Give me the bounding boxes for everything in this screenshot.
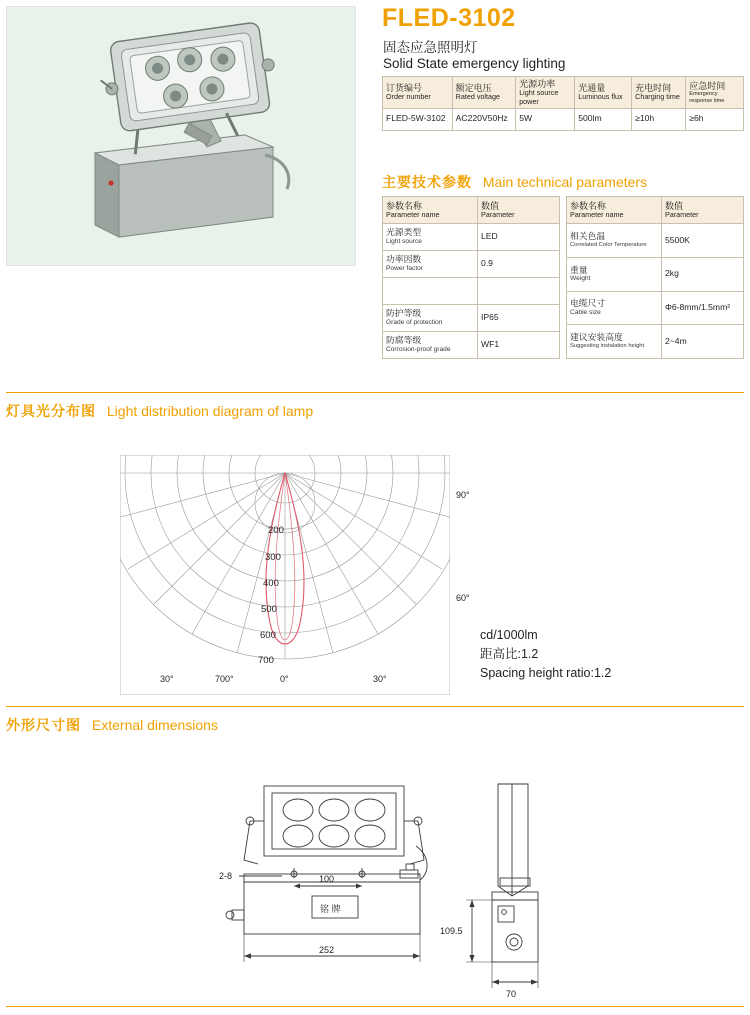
main-parameters-heading-en: Main technical parameters (482, 174, 648, 190)
section-divider-1 (6, 392, 744, 393)
table-row (567, 257, 744, 291)
order-table-header-row (383, 77, 744, 109)
dim-label-width: 252 (319, 945, 335, 955)
table-row (567, 224, 744, 258)
order-col-rated-voltage: 额定电压 Rated voltage (452, 77, 516, 109)
radial-label-500: 500 (261, 604, 277, 615)
product-title-cn: 固态应急照明灯 (383, 40, 478, 55)
product-photo (6, 6, 356, 266)
parameters-table-left (382, 196, 560, 359)
param-name-light-source: 光源类型 Light source (383, 224, 478, 251)
light-distribution-heading-en: Light distribution diagram of lamp (106, 403, 314, 419)
dim-label-height: 109.5 (440, 926, 463, 936)
param-value-corrosion-proof-grade: WF1 (478, 332, 560, 359)
main-parameters-heading (382, 172, 647, 192)
table-row (383, 108, 744, 130)
radial-label-200: 200 (268, 525, 284, 536)
param-name-weight: 重量 Weight (567, 257, 662, 291)
radial-label-300: 300 (265, 552, 281, 563)
bottom-value-700: 700° (215, 674, 234, 684)
order-value-emergency-time: ≥6h (686, 108, 744, 130)
table-row (383, 332, 560, 359)
product-photo-illustration (7, 7, 355, 265)
param-value-installation-height: 2~4m (662, 325, 744, 359)
param-name-color-temperature: 相关色温 Correlated Color Temperature (567, 224, 662, 258)
product-title-en: Solid State emergency lighting (383, 56, 566, 71)
param-value-weight: 2kg (662, 257, 744, 291)
param-name-grade-of-protection: 防护等级 Grade of protection (383, 305, 478, 332)
light-distribution-legend (480, 626, 611, 682)
table-row (383, 224, 560, 251)
order-value-luminous-flux: 500lm (575, 108, 632, 130)
param-value-grade-of-protection: IP65 (478, 305, 560, 332)
radial-label-400: 400 (263, 578, 279, 589)
order-value-rated-voltage: AC220V50Hz (452, 108, 516, 130)
dim-label-hole-spacing: 100 (319, 874, 335, 884)
light-distribution-heading-cn: 灯具光分布图 (6, 403, 96, 419)
param-right-header-row (567, 197, 744, 224)
order-col-luminous-flux: 光通量 Luminous flux (575, 77, 632, 109)
param-value-color-temperature: 5500K (662, 224, 744, 258)
param-right-col-name: 参数名称 Parameter name (567, 197, 662, 224)
table-row (567, 325, 744, 359)
legend-spacing-ratio-en: Spacing height ratio:1.2 (480, 665, 612, 680)
external-dimensions-drawing (6, 760, 744, 1000)
order-col-emergency-time: 应急时间 Emergency response time (686, 77, 744, 109)
main-parameters-tables (382, 196, 744, 359)
legend-cd-per-1000lm: cd/1000lm (480, 628, 538, 642)
order-col-order-number: 订货编号 Order number (383, 77, 453, 109)
param-value-power-factor: 0.9 (478, 251, 560, 278)
angle-label-30-left: 30° (160, 674, 174, 684)
table-row (567, 291, 744, 325)
param-name-installation-height: 建议安装高度 Suggesting instalation height (567, 325, 662, 359)
dimensions-svg (6, 760, 744, 1000)
light-distribution-diagram (120, 455, 470, 695)
angle-label-30-right: 30° (373, 674, 387, 684)
order-value-charging-time: ≥10h (632, 108, 686, 130)
external-dimensions-heading-en: External dimensions (91, 717, 218, 733)
param-name-power-factor: 功率因数 Power factor (383, 251, 478, 278)
external-dimensions-heading-cn: 外形尺寸图 (6, 717, 81, 733)
light-distribution-heading (6, 401, 313, 421)
param-value-cable-size: Φ6-8mm/1.5mm² (662, 291, 744, 325)
radial-label-600: 600 (260, 630, 276, 641)
angle-label-0: 0° (280, 674, 289, 684)
table-row (383, 305, 560, 332)
param-name-corrosion-proof-grade: 防腐等级 Corrosion-proof grade (383, 332, 478, 359)
table-row (383, 278, 560, 305)
section-divider-3 (6, 1006, 744, 1007)
param-left-header-row (383, 197, 560, 224)
param-name-blank (383, 278, 478, 305)
polar-diagram-svg (120, 455, 450, 695)
order-col-light-source-power: 光源功率 Light source power (516, 77, 575, 109)
parameters-table-right (566, 196, 744, 359)
order-col-charging-time: 充电时间 Charging time (632, 77, 686, 109)
param-value-blank (478, 278, 560, 305)
order-value-light-source-power: 5W (516, 108, 575, 130)
radial-label-700: 700 (258, 655, 274, 666)
order-table (382, 76, 744, 131)
dim-label-depth: 70 (506, 989, 517, 999)
main-parameters-heading-cn: 主要技术参数 (382, 174, 472, 190)
param-name-cable-size: 电缆尺寸 Cable size (567, 291, 662, 325)
legend-spacing-ratio-cn: 距高比:1.2 (480, 646, 539, 661)
external-dimensions-heading (6, 715, 218, 735)
angle-label-90: 90° (456, 490, 470, 500)
page-title: FLED-3102 (382, 4, 516, 32)
param-right-col-value: 数值 Parameter (662, 197, 744, 224)
order-value-order-number: FLED-5W-3102 (383, 108, 453, 130)
angle-label-60: 60° (456, 593, 470, 603)
nameplate-label: 铭 牌 (320, 904, 341, 914)
param-left-col-value: 数值 Parameter (478, 197, 560, 224)
dim-label-holes: 2-8 (219, 871, 233, 881)
section-divider-2 (6, 706, 744, 707)
table-row (383, 251, 560, 278)
param-left-col-name: 参数名称 Parameter name (383, 197, 478, 224)
param-value-light-source: LED (478, 224, 560, 251)
